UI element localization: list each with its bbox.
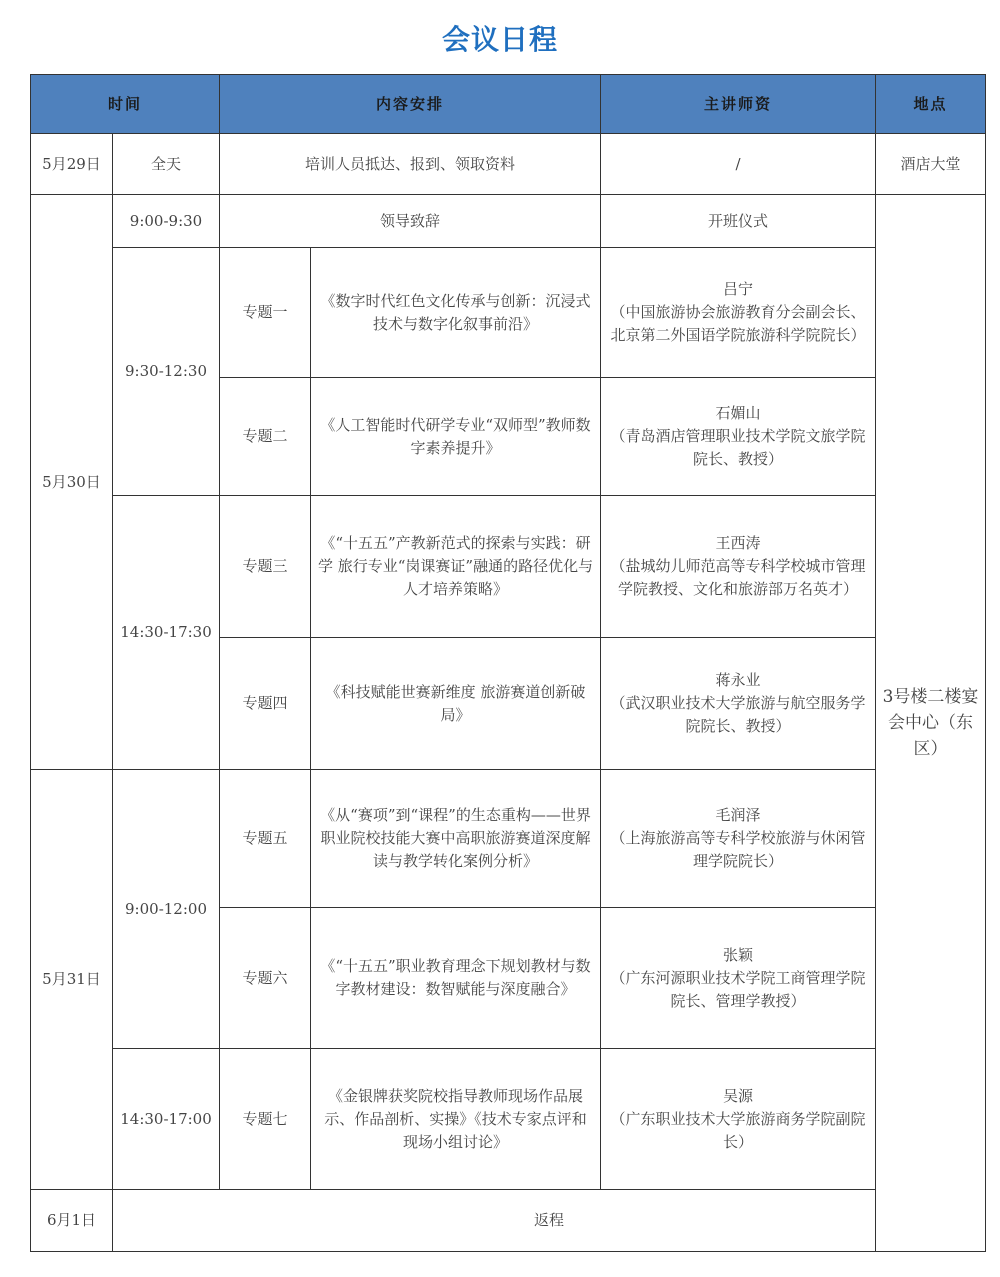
topic-label: 专题五 bbox=[220, 770, 311, 908]
speaker-name: 毛润泽 bbox=[715, 806, 761, 824]
content-cell: 《“十五五”产教新范式的探索与实践：研学 旅行专业“岗课赛证”融通的路径优化与人才培养策略》 bbox=[311, 496, 601, 638]
content-cell: 《人工智能时代研学专业“双师型”教师数字素养提升》 bbox=[311, 378, 601, 496]
speaker-cell: 开班仪式 bbox=[601, 195, 876, 248]
table-row bbox=[31, 1190, 986, 1252]
topic-label: 专题二 bbox=[220, 378, 311, 496]
speaker-cell bbox=[601, 770, 876, 908]
speaker-cell: / bbox=[601, 134, 876, 195]
topic-label: 专题三 bbox=[220, 496, 311, 638]
time-cell: 9:00-9:30 bbox=[113, 195, 220, 248]
content-cell: 《从“赛项”到“课程”的生态重构——世界职业院校技能大赛中高职旅游赛道深度解读与教学转化案例分析》 bbox=[311, 770, 601, 908]
speaker-name: 张颖 bbox=[723, 945, 754, 964]
content-cell: 《科技赋能世赛新维度 旅游赛道创新破局》 bbox=[311, 638, 601, 770]
content-cell: 返程 bbox=[113, 1190, 986, 1252]
venue-cell: 酒店大堂 bbox=[876, 134, 986, 195]
venue-main: 3号楼二楼宴会中心（东区） bbox=[882, 687, 979, 759]
speaker-bio: （中国旅游协会旅游教育分会副会长、北京第二外国语学院旅游科学院院长） bbox=[610, 303, 866, 344]
date-cell: 5月29日 bbox=[31, 134, 113, 195]
date-cell: 5月31日 bbox=[31, 770, 113, 1190]
speaker-cell bbox=[601, 1049, 876, 1190]
speaker-cell bbox=[601, 496, 876, 638]
table-row bbox=[31, 1049, 986, 1190]
page-title: 会议日程 bbox=[441, 23, 558, 56]
time-cell: 14:30-17:00 bbox=[113, 1049, 220, 1190]
content-cell: 《“十五五”职业教育理念下规划教材与数字教材建设：数智赋能与深度融合》 bbox=[311, 908, 601, 1049]
content-cell: 培训人员抵达、报到、领取资料 bbox=[220, 134, 601, 195]
schedule-table bbox=[30, 74, 986, 1252]
header-row bbox=[31, 75, 986, 134]
time-cell: 9:30-12:30 bbox=[113, 248, 220, 496]
header-content: 内容安排 bbox=[220, 75, 601, 134]
content-cell: 领导致辞 bbox=[220, 195, 601, 248]
speaker-bio: （上海旅游高等专科学校旅游与休闲管理学院院长） bbox=[610, 829, 866, 870]
speaker-cell bbox=[601, 908, 876, 1049]
table-row bbox=[31, 195, 986, 248]
table-row bbox=[31, 770, 986, 908]
header-venue: 地点 bbox=[876, 75, 986, 134]
topic-label: 专题一 bbox=[220, 248, 311, 378]
table-row bbox=[31, 134, 986, 195]
speaker-name: 吕宁 bbox=[723, 280, 754, 298]
speaker-name: 王西涛 bbox=[715, 534, 761, 552]
speaker-cell bbox=[601, 248, 876, 378]
table-row bbox=[31, 496, 986, 638]
content-cell: 《金银牌获奖院校指导教师现场作品展示、作品剖析、实操》《技术专家点评和现场小组讨论》 bbox=[311, 1049, 601, 1190]
content-cell: 《数字时代红色文化传承与创新：沉浸式技术与数字化叙事前沿》 bbox=[311, 248, 601, 378]
speaker-bio: （盐城幼儿师范高等专科学校城市管理学院教授、文化和旅游部万名英才） bbox=[610, 557, 866, 598]
topic-label: 专题六 bbox=[220, 908, 311, 1049]
speaker-name: 石媚山 bbox=[715, 404, 761, 422]
venue-cell bbox=[876, 195, 986, 1252]
speaker-name: 蒋永业 bbox=[715, 671, 761, 689]
header-speaker: 主讲师资 bbox=[601, 75, 876, 134]
topic-label: 专题四 bbox=[220, 638, 311, 770]
date-cell: 6月1日 bbox=[31, 1190, 113, 1252]
topic-label: 专题七 bbox=[220, 1049, 311, 1190]
time-cell: 9:00-12:00 bbox=[113, 770, 220, 1049]
speaker-cell bbox=[601, 378, 876, 496]
speaker-cell bbox=[601, 638, 876, 770]
time-cell: 14:30-17:30 bbox=[113, 496, 220, 770]
speaker-bio: （广东职业技术大学旅游商务学院副院长） bbox=[610, 1109, 866, 1151]
speaker-bio: （广东河源职业技术学院工商管理学院院长、管理学教授） bbox=[610, 968, 866, 1010]
speaker-bio: （武汉职业技术大学旅游与航空服务学院院长、教授） bbox=[610, 694, 866, 735]
header-time: 时间 bbox=[31, 75, 220, 134]
speaker-bio: （青岛酒店管理职业技术学院文旅学院院长、教授） bbox=[610, 427, 866, 468]
time-cell: 全天 bbox=[113, 134, 220, 195]
date-cell: 5月30日 bbox=[31, 195, 113, 770]
table-row bbox=[31, 248, 986, 378]
speaker-name: 吴源 bbox=[723, 1086, 754, 1105]
